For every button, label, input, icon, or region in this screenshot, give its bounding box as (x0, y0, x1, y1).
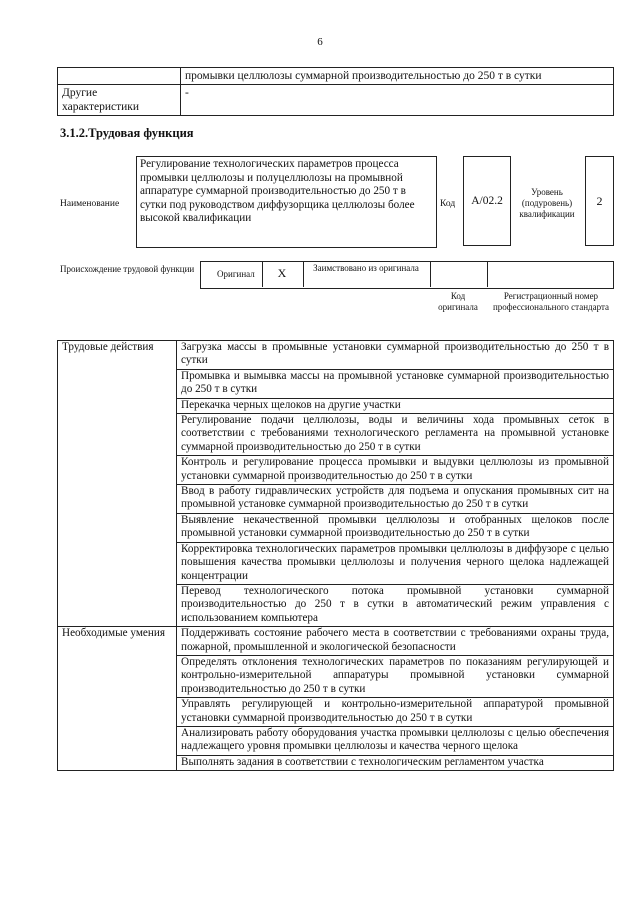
original-mark: X (277, 266, 287, 280)
table-row (58, 341, 614, 370)
code-original-label: Код оригинала (438, 291, 478, 312)
code-original-cell (430, 261, 488, 287)
reg-number-label: Регистрационный номер профессионального стандарта (492, 291, 610, 312)
borrowed-label: Заимствовано из оригинала (313, 263, 419, 273)
table-cell: Загрузка массы в промывные установки суммарной производительностью до 250 т в сутки (177, 341, 614, 370)
table-cell: Регулирование подачи целлюлозы, воды и величины хода промывных сеток в соответствии с требованиями технологического регламента на промывной установке суммарной производительностью до 250 т в сутки (177, 414, 614, 456)
level-label: Уровень (подуровень) квалификации (519, 187, 575, 219)
original-label: Оригинал (217, 269, 255, 279)
table-cell: Корректировка технологических параметров промывки целлюлозы в диффузоре с целью повышения качества промывки целлюлозы и получения черного щелока надлежащей концентрации (177, 542, 614, 584)
table-row (58, 627, 614, 656)
row-value: - (181, 85, 614, 116)
level-value: 2 (585, 156, 614, 246)
table-cell: Поддерживать состояние рабочего места в соответствии с требованиями охраны труда, пожарной, промышленной и экологической безопасности (177, 627, 614, 656)
table-cell: Ввод в работу гидравлических устройств для подъема и опускания промывных сит на промывной установке суммарной производительностью до 250 т в сутки (177, 485, 614, 514)
row-value: промывки целлюлозы суммарной производительностью до 250 т в сутки (181, 68, 614, 85)
table-cell: Контроль и регулирование процесса промывки и выдувки целлюлозы из промывной установки суммарной производительностью до 250 т в сутки (177, 456, 614, 485)
table-cell: Выявление некачественной промывки целлюлозы и отобранных щелоков после промывной установки суммарной производительностью до 250 т в сутки (177, 513, 614, 542)
labor-function-table (57, 340, 614, 771)
table-row (58, 85, 614, 116)
table-cell: Перекачка черных щелоков на другие участки (177, 398, 614, 413)
row-label (58, 68, 181, 85)
table-row (58, 68, 614, 85)
row-label: Другие характеристики (58, 85, 181, 116)
table-cell: Управлять регулирующей и контрольно-измерительной аппаратурой промывной установки суммарной производительностью до 250 т в сутки (177, 698, 614, 727)
section-label: Трудовые действия (58, 341, 177, 627)
section-title: 3.1.2.Трудовая функция (60, 126, 194, 140)
table-cell: Промывка и вымывка массы на промывной установке суммарной производительностью до 250 т в сутки (177, 369, 614, 398)
continuation-table (57, 67, 614, 116)
table-cell: Перевод технологического потока промывной установки суммарной производительностью до 250 т в сутки в автоматический режим управления с использованием компьютера (177, 584, 614, 626)
origin-label: Происхождение трудовой функции (60, 264, 195, 274)
table-cell: Выполнять задания в соответствии с технологическим регламентом участка (177, 755, 614, 770)
page-number: 6 (317, 36, 323, 48)
code-label: Код (440, 199, 456, 209)
table-cell: Определять отклонения технологических параметров по показаниям регулирующей и контрольно-измерительной аппаратуры промывной установки суммарной производительностью до 250 т в сутки (177, 655, 614, 697)
name-label: Наименование (60, 199, 120, 209)
section-label: Необходимые умения (58, 627, 177, 771)
table-cell: Анализировать работу оборудования участка промывки целлюлозы с целью обеспечения надлежащего уровня промывки целлюлозы и качества черного щелока (177, 726, 614, 755)
code-value: A/02.2 (463, 156, 511, 246)
function-name: Регулирование технологических параметров процесса промывки целлюлозы и полуцеллюлозы на промывной аппаратуре суммарной производительностью до 250 т в сутки под руководством диффузорщика целлюлозы более высокой квалификации (136, 156, 437, 248)
